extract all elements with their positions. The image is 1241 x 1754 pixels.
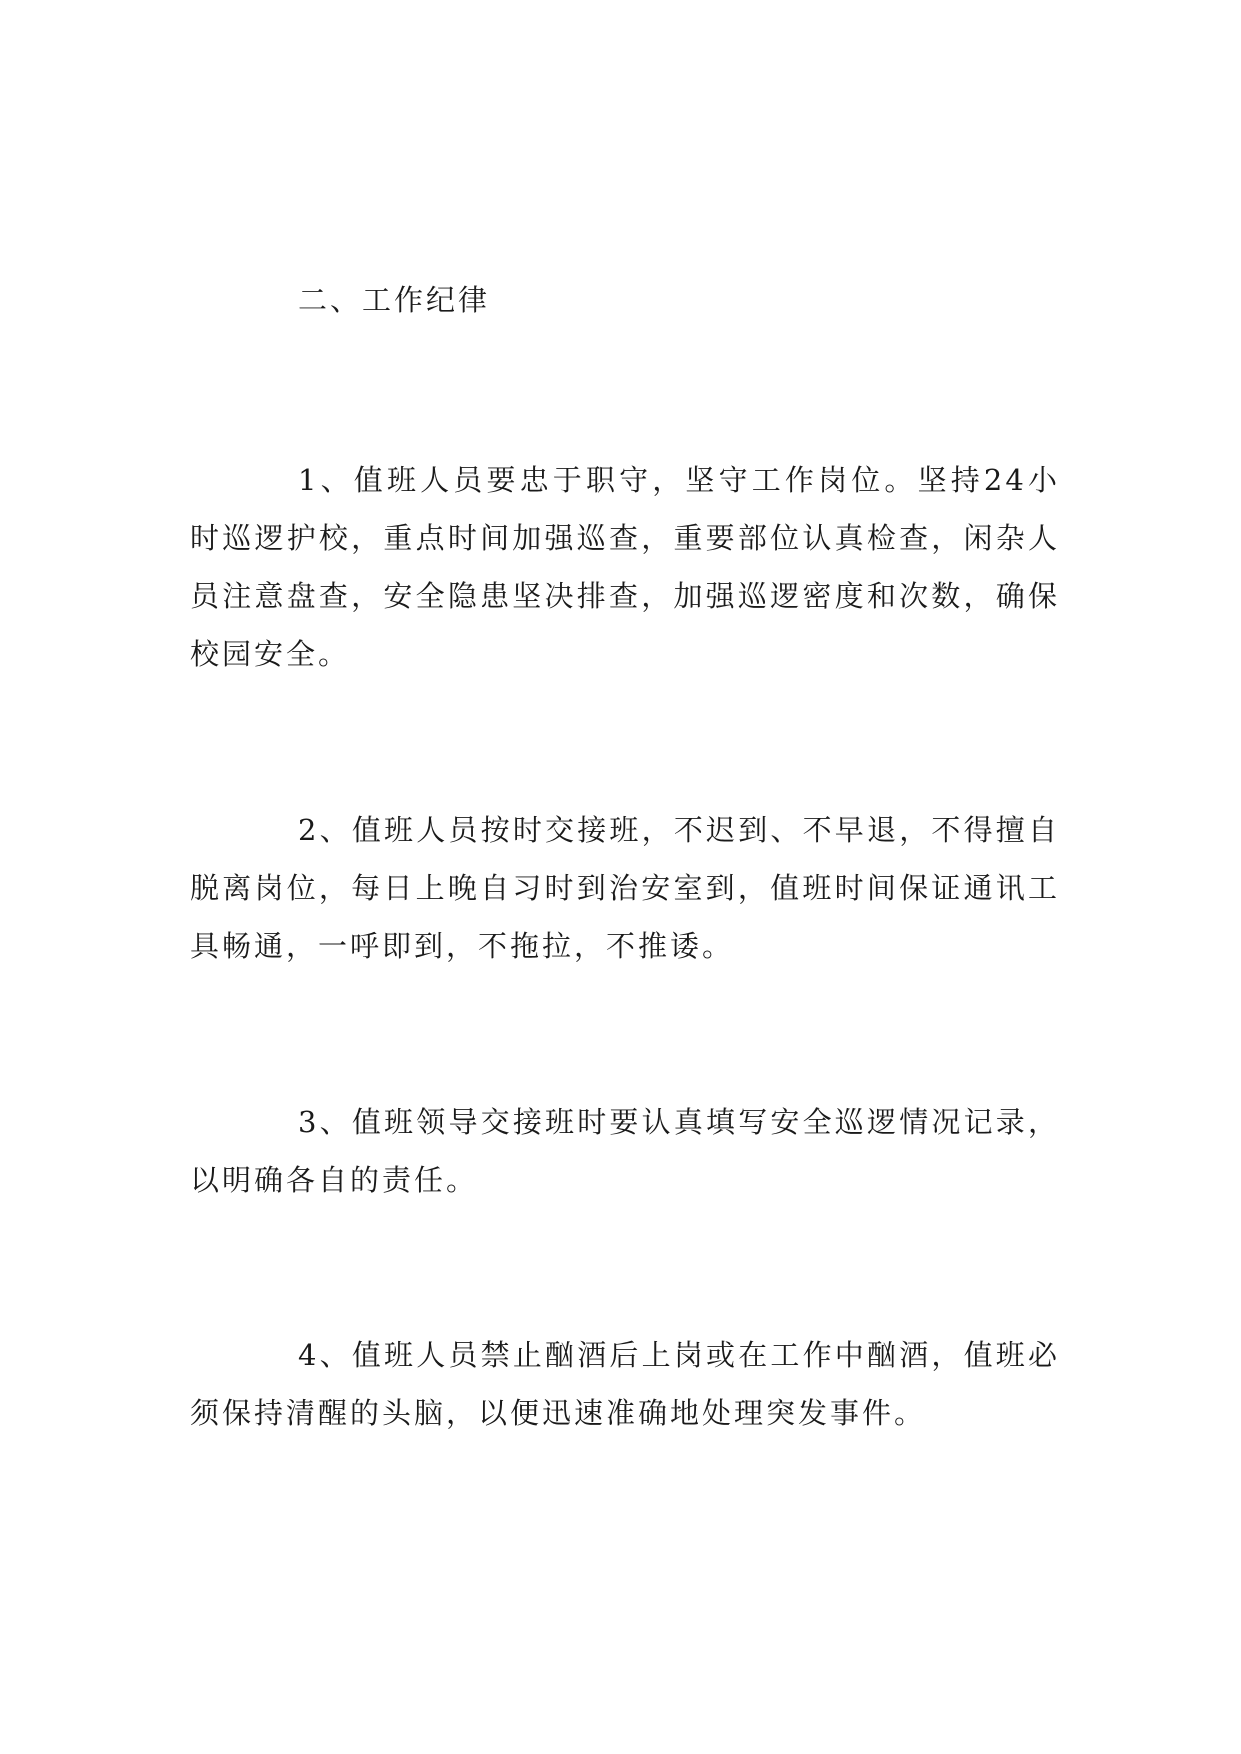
paragraph-2: 2、值班人员按时交接班，不迟到、不早退，不得擅自脱离岗位，每日上晚自习时到治安室到，值班时间保证通讯工具畅通，一呼即到，不拖拉，不推诿。 — [190, 813, 1060, 963]
section-heading: 二、工作纪律 — [298, 283, 491, 317]
paragraph-4: 4、值班人员禁止酗酒后上岗或在工作中酗酒，值班必须保持清醒的头脑，以便迅速准确地处理突发事件。 — [190, 1338, 1060, 1430]
paragraph-3: 3、值班领导交接班时要认真填写安全巡逻情况记录，以明确各自的责任。 — [190, 1105, 1060, 1197]
paragraph-1: 1、值班人员要忠于职守，坚守工作岗位。坚持24小时巡逻护校，重点时间加强巡查，重要部位认真检查，闲杂人员注意盘查，安全隐患坚决排查，加强巡逻密度和次数，确保校园安全。 — [190, 463, 1060, 671]
